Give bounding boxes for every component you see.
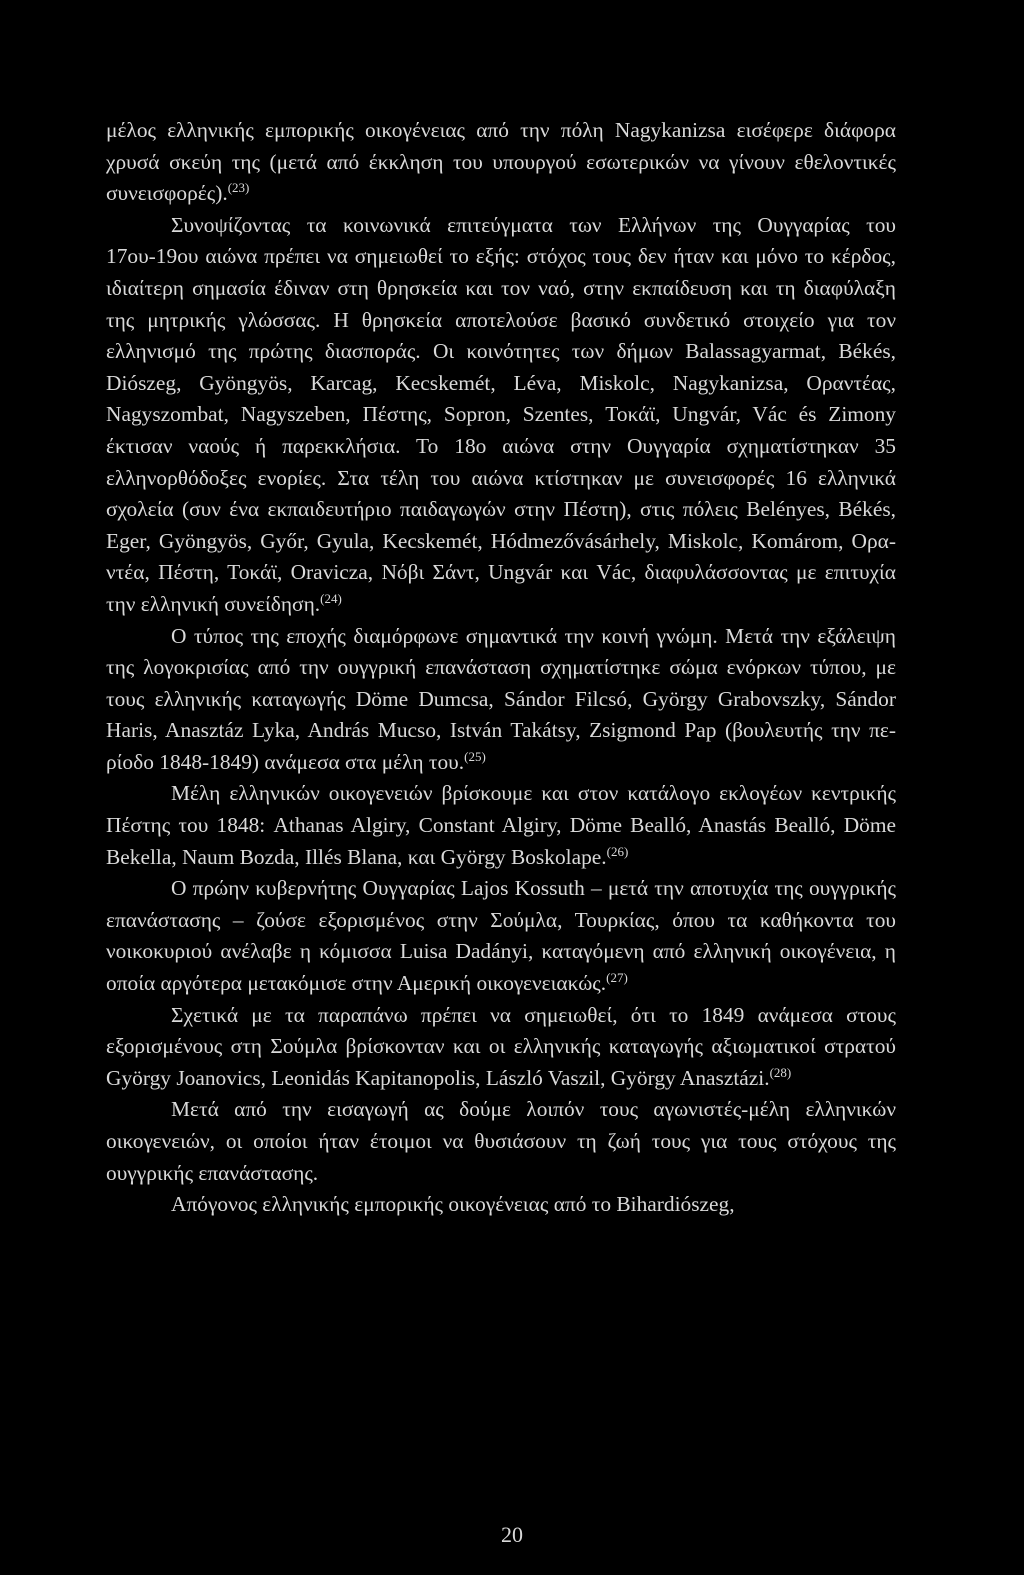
footnote-ref: (26) bbox=[606, 843, 629, 859]
paragraph-text: Ο πρώην κυβερνήτης Ουγγαρίας Lajos Kossuth – μετά την αποτυχία της ουγγρικής επανάστασης – ζούσε εξορισμένος στην Σούμλα, Τουρκίας, όπου τα καθήκοντα του νοικοκυριού ανέλαβε η κόμισσα Luisa Dadányi, καταγόμενη από ελληνική οικογένεια, η οποία αργότερα μετακόμισε στην Αμερική οικογενειακώς. bbox=[106, 876, 896, 996]
paragraph-7 bbox=[106, 1094, 896, 1189]
paragraph-6 bbox=[106, 1000, 896, 1095]
paragraph-text: Ο τύπος της εποχής διαμόρφωνε σημαντικά την κοινή γνώμη. Μετά την εξάλειψη της λογοκρισίας από την ουγγρική επανάσταση σχηματίστηκε σώμα ενόρκων τύπου, με τους ελληνικής καταγωγής Döme Dumcsa, Sándor Filcsó, György Grabovszky, Sándor Haris, Anasztáz Lyka, András Mucso, István Takátsy, Zsigmond Pap (βουλευτής την περίοδο 1848-1849) ανάμεσα στα μέλη του. bbox=[106, 623, 896, 774]
paragraph-text: Μέλη ελληνικών οικογενειών βρίσκουμε και στον κατάλογο εκλογέων κεντρικής Πέστης του 1848: Athanas Algiry, Constant Algiry, Döme Bealló, Anastás Bealló, Döme Bekella, Naum Bozda, Illés Blana, και György Boskolape. bbox=[106, 781, 896, 869]
paragraph-text: Συνοψίζοντας τα κοινωνικά επιτεύγματα των Ελλήνων της Ουγγαρίας του 17ου-19ου αιώνα πρέπει να σημειωθεί το εξής: στόχος τους δεν ήταν και μόνο το κέρδος, ιδιαίτερη σημασία έδιναν στη θρησκεία και τον ναό, στην εκπαίδευση και τη διαφύλαξη της μητρικής γλώσσας. Η θρησκεία αποτελούσε βασικό συνδετικό στοιχείο για τον ελληνισμό της πρώτης διασποράς. Οι κοινότητες των δήμων Balassagyarmat, Békés, Diószeg, Gyöngyös, Karcag, Kecskemét, Léva, Miskolc, Nagykanizsa, Οραντέας, Nagyszombat, Nagyszeben, Πέστης, Sopron, Szentes, Τοκάϊ, Ungvár, Vác és Zimony έκτισαν ναούς ή παρεκκλήσια. Το 18ο αιώνα στην Ουγγαρία σχηματίστηκαν 35 ελληνορθόδοξες ενορίες. Στα τέλη του αιώνα κτίστηκαν με συνεισφορές 16 ελληνικά σχολεία (συν ένα εκπαιδευτήριο παιδαγωγών στην Πέστη), στις πόλεις Belényes, Békés, Eger, Gyöngyös, Győr, Gyula, Kecskemét, Hódmezővásárhely, Miskolc, Komárom, Οραντέα, Πέστη, Τοκάϊ, Oravicza, Νόβι Σάντ, Ungvár και Vác, διαφυλάσσοντας με επιτυχία την ελληνική συνείδηση. bbox=[106, 212, 896, 616]
paragraph-5 bbox=[106, 873, 896, 999]
page-number: 20 bbox=[501, 1522, 523, 1547]
paragraph-2 bbox=[106, 210, 896, 621]
paragraph-8 bbox=[106, 1189, 896, 1221]
footnote-ref: (23) bbox=[227, 180, 250, 196]
footnote-ref: (24) bbox=[320, 590, 342, 606]
footnote-ref: (28) bbox=[769, 1064, 792, 1080]
paragraph-text: Απόγονος ελληνικής εμπορικής οικογένειας από το Bihardiószeg, bbox=[171, 1192, 735, 1217]
paragraph-text: μέλος ελληνικής εμπορικής οικογένειας από την πόλη Nagykanizsa εισέφερε διάφορα χρυσά σκεύη της (μετά από έκκληση του υπουργού εσωτερικών να γίνουν εθελοντικές συνεισφορές). bbox=[106, 118, 896, 206]
paragraph-text: Σχετικά με τα παραπάνω πρέπει να σημειωθεί, ότι το 1849 ανάμεσα στους εξορισμένους στη Σούμλα βρίσκονταν και οι ελληνικής καταγωγής αξιωματικοί στρατού György Joanovics, Leonidás Kapitanopolis, László Vaszil, György Anasztázi. bbox=[106, 1002, 896, 1090]
footnote-ref: (25) bbox=[464, 748, 486, 764]
paragraph-4 bbox=[106, 778, 896, 873]
footnote-ref: (27) bbox=[606, 970, 628, 986]
paragraph-1 bbox=[106, 115, 896, 210]
paragraph-3 bbox=[106, 621, 896, 779]
page-body bbox=[106, 115, 896, 1221]
paragraph-text: Μετά από την εισαγωγή ας δούμε λοιπόν τους αγωνιστές-μέλη ελληνικών οικογενειών, οι οποίοι ήταν έτοιμοι να θυσιάσουν τη ζωή τους για τους στόχους της ουγγρικής επανάστασης. bbox=[106, 1097, 896, 1185]
